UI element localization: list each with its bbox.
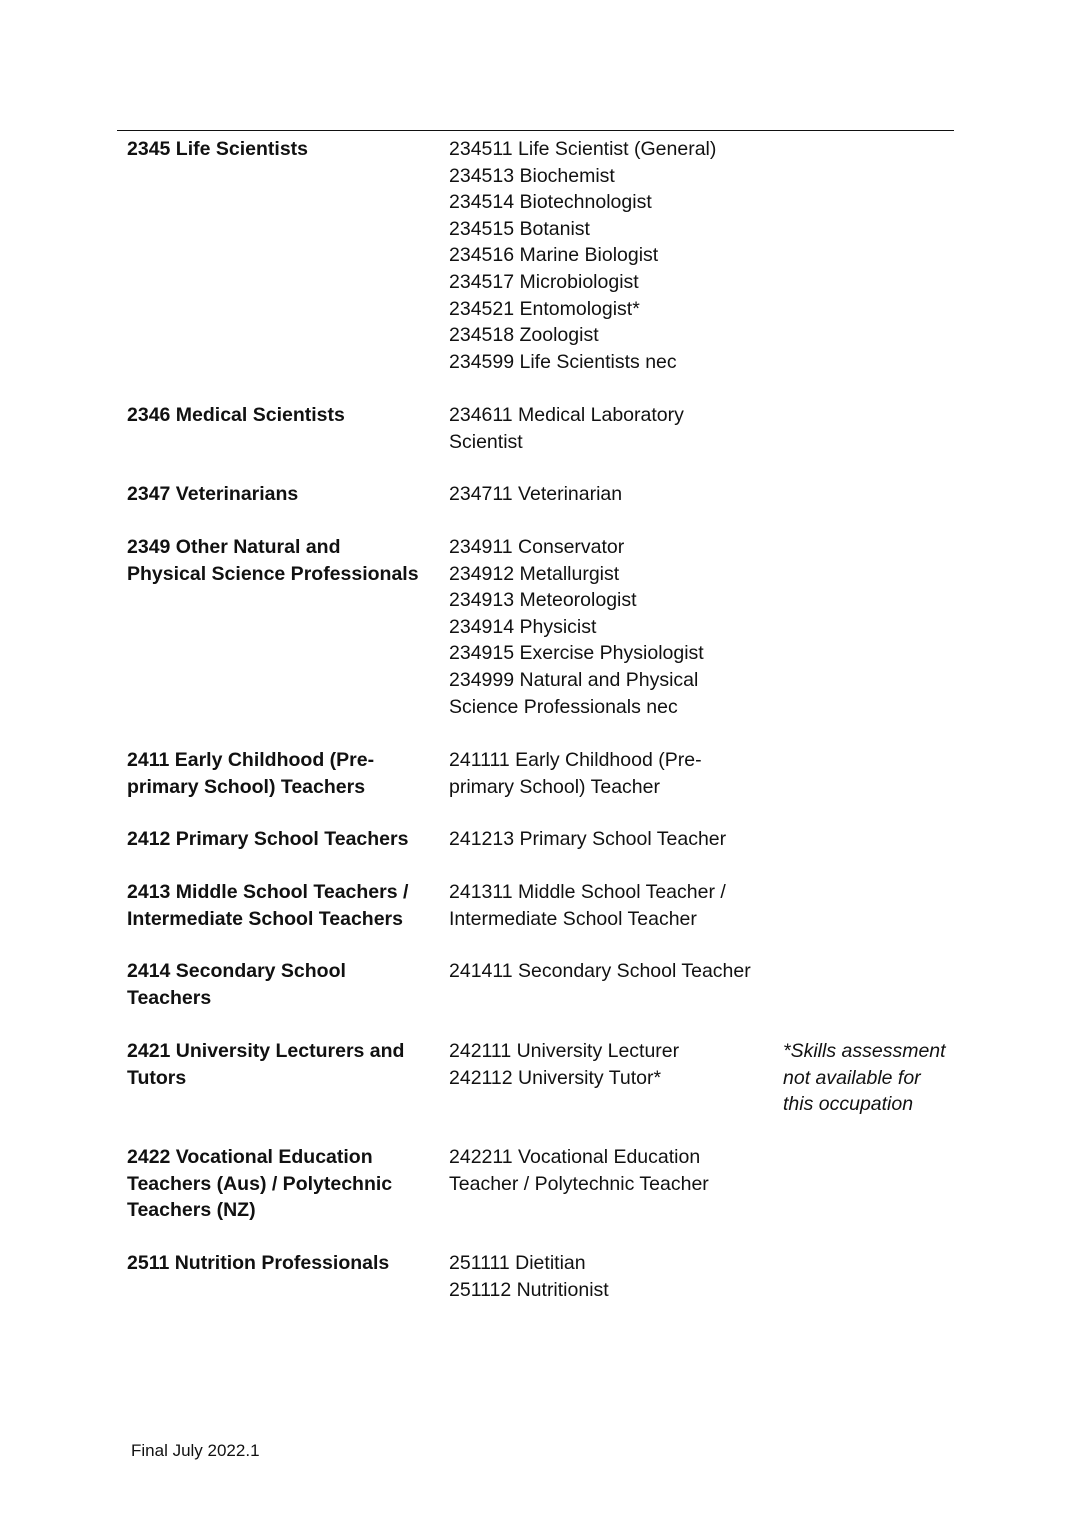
top-rule — [117, 130, 954, 131]
group-title — [127, 1038, 427, 1091]
group-title — [127, 534, 427, 587]
occupation-list — [449, 826, 769, 853]
group-title — [127, 879, 427, 932]
occupation-text-line: Science Professionals nec — [449, 695, 678, 718]
occupation-text-line: Teacher / Polytechnic Teacher — [449, 1172, 709, 1195]
occupation-list — [449, 1038, 769, 1091]
occupation-text-line: 241411 Secondary School Teacher — [449, 960, 751, 982]
group-title — [127, 402, 427, 429]
group-title — [127, 958, 427, 1011]
occupation-text-line: 241311 Middle School Teacher / — [449, 881, 726, 903]
group-title — [127, 1144, 427, 1224]
occupation-text-line: 234513 Biochemist — [449, 164, 615, 187]
occupation-item — [449, 1277, 769, 1304]
group-title-line: Teachers (Aus) / Polytechnic — [127, 1172, 393, 1195]
occupation-text-line: Intermediate School Teacher — [449, 907, 697, 930]
occupation-text-line: 234711 Veterinarian — [449, 483, 623, 505]
group-title-line: 2346 Medical Scientists — [127, 404, 345, 426]
occupation-item — [449, 402, 769, 455]
occupation-item — [449, 136, 769, 163]
occupation-item — [449, 269, 769, 296]
occupation-item — [449, 587, 769, 614]
group-title-line: 2412 Primary School Teachers — [127, 828, 409, 850]
group-title-line: primary School) Teachers — [127, 775, 366, 798]
group-title — [127, 826, 427, 853]
occupation-text-line: 234517 Microbiologist — [449, 270, 639, 293]
occupation-item — [449, 296, 769, 323]
occupation-text-line: 242211 Vocational Education — [449, 1146, 701, 1168]
group-title-line: 2414 Secondary School — [127, 960, 346, 982]
group-title — [127, 747, 427, 800]
group-title — [127, 481, 427, 508]
occupation-item — [449, 614, 769, 641]
occupation-item — [449, 216, 769, 243]
occupation-text-line: 234913 Meteorologist — [449, 589, 637, 612]
occupation-list — [449, 136, 769, 375]
occupation-text-line: Scientist — [449, 430, 523, 453]
occupation-item — [449, 640, 769, 667]
note-line: not available for — [783, 1066, 921, 1089]
group-title-line: 2422 Vocational Education — [127, 1146, 373, 1168]
note-line: *Skills assessment — [783, 1040, 946, 1062]
occupation-text-line: primary School) Teacher — [449, 775, 660, 798]
footer-version: Final July 2022.1 — [131, 1441, 260, 1460]
occupation-text-line: 241213 Primary School Teacher — [449, 828, 727, 850]
occupation-text-line: 242111 University Lecturer — [449, 1040, 680, 1062]
occupation-list — [449, 534, 769, 720]
group-title-line: 2347 Veterinarians — [127, 483, 299, 505]
occupation-item — [449, 561, 769, 588]
occupation-item — [449, 163, 769, 190]
occupation-item — [449, 1250, 769, 1277]
occupation-item — [449, 1144, 769, 1197]
group-title-line: Teachers — [127, 986, 212, 1009]
group-title — [127, 136, 427, 163]
occupation-text-line: 241111 Early Childhood (Pre- — [449, 749, 702, 771]
occupation-list — [449, 402, 769, 455]
occupation-text-line: 234511 Life Scientist (General) — [449, 138, 717, 160]
group-title — [127, 1250, 427, 1277]
occupation-item — [449, 747, 769, 800]
occupation-item — [449, 481, 769, 508]
group-title-line: Intermediate School Teachers — [127, 907, 403, 930]
occupation-text-line: 234915 Exercise Physiologist — [449, 642, 704, 665]
occupation-text-line: 234521 Entomologist* — [449, 297, 640, 320]
occupation-list — [449, 481, 769, 508]
occupation-list — [449, 1144, 769, 1197]
note-line: this occupation — [783, 1093, 914, 1116]
occupation-text-line: 234599 Life Scientists nec — [449, 350, 677, 373]
skills-assessment-note — [783, 1038, 953, 1118]
group-title-line: 2411 Early Childhood (Pre- — [127, 749, 375, 771]
occupation-list — [449, 747, 769, 800]
group-title-line: 2349 Other Natural and — [127, 536, 341, 558]
occupation-text-line: 234518 Zoologist — [449, 324, 599, 347]
group-title-line: 2345 Life Scientists — [127, 138, 309, 160]
group-title-line: Physical Science Professionals — [127, 562, 419, 585]
occupation-item — [449, 1038, 769, 1065]
group-title-line: Tutors — [127, 1066, 187, 1089]
occupation-text-line: 251111 Dietitian — [449, 1252, 586, 1274]
occupation-item — [449, 826, 769, 853]
occupation-text-line: 234999 Natural and Physical — [449, 668, 699, 691]
group-title-line: 2421 University Lecturers and — [127, 1040, 405, 1062]
occupation-item — [449, 879, 769, 932]
group-title-line: 2511 Nutrition Professionals — [127, 1252, 390, 1274]
occupation-item — [449, 322, 769, 349]
occupation-item — [449, 534, 769, 561]
occupation-text-line: 234912 Metallurgist — [449, 562, 620, 585]
occupation-list — [449, 1250, 769, 1303]
occupation-text-line: 234911 Conservator — [449, 536, 625, 558]
occupation-text-line: 234516 Marine Biologist — [449, 244, 659, 267]
group-title-line: Teachers (NZ) — [127, 1199, 256, 1222]
occupation-item — [449, 242, 769, 269]
occupation-text-line: 234611 Medical Laboratory — [449, 404, 684, 426]
occupation-text-line: 234514 Biotechnologist — [449, 191, 652, 214]
occupation-item — [449, 349, 769, 376]
occupation-item — [449, 1065, 769, 1092]
occupation-text-line: 251112 Nutritionist — [449, 1278, 609, 1301]
occupation-list — [449, 958, 769, 985]
occupation-item — [449, 189, 769, 216]
occupation-text-line: 234914 Physicist — [449, 615, 597, 638]
occupation-text-line: 234515 Botanist — [449, 217, 590, 240]
occupation-list — [449, 879, 769, 932]
group-title-line: 2413 Middle School Teachers / — [127, 881, 409, 903]
occupation-text-line: 242112 University Tutor* — [449, 1066, 662, 1089]
occupation-item — [449, 667, 769, 720]
occupation-item — [449, 958, 769, 985]
